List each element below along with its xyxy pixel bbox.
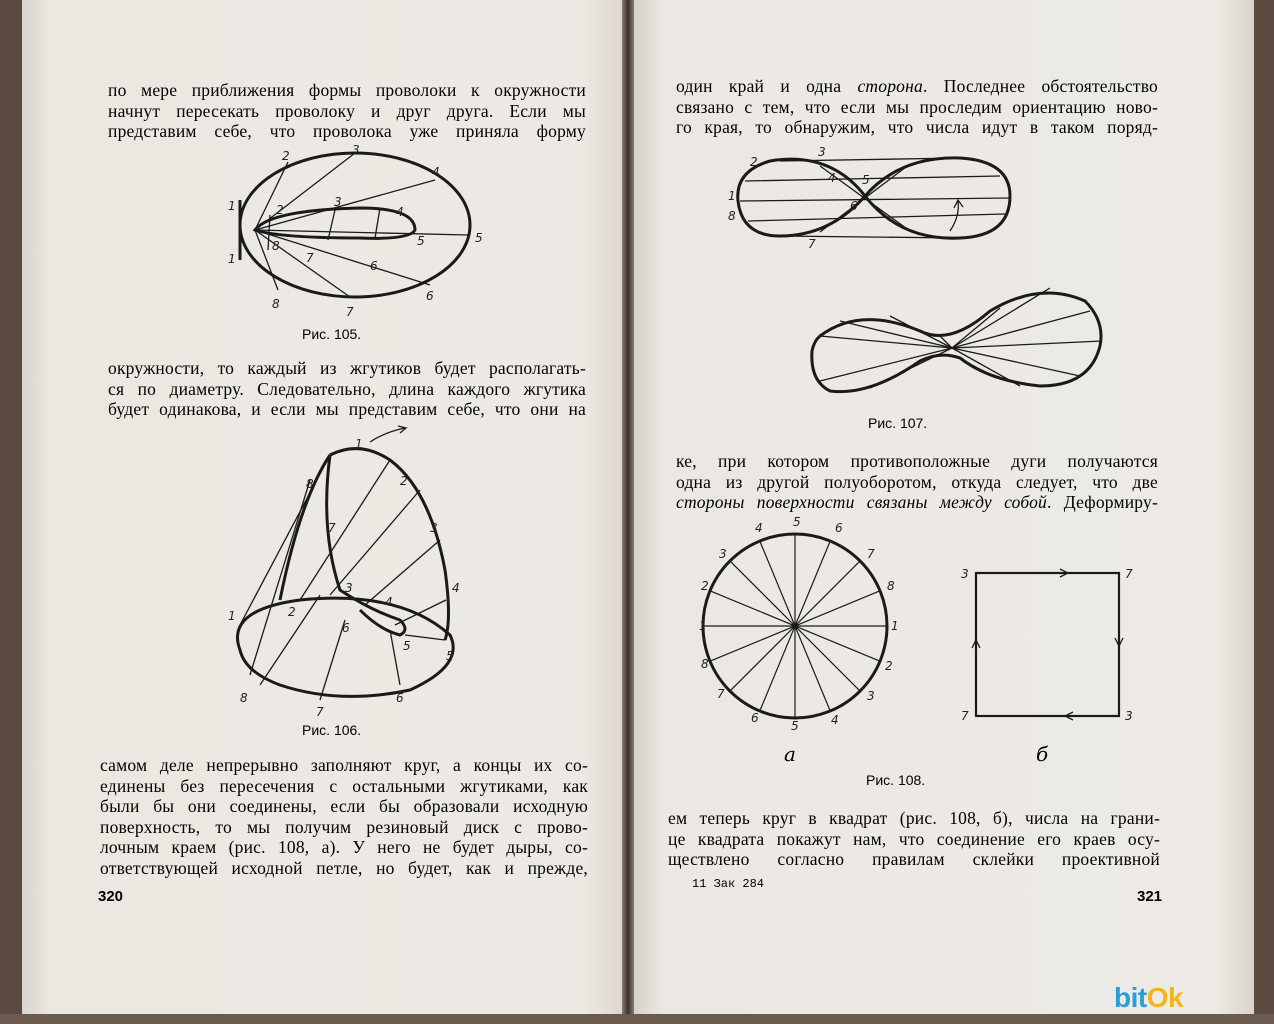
- table-edge: [0, 1014, 1274, 1024]
- fig106-label: 6: [342, 621, 350, 635]
- logo-part: Ok: [1146, 982, 1184, 1013]
- text-line: лочным краем (рис. 108, а). У него не будет дыры, со-: [100, 837, 588, 857]
- fig105-label: 4: [396, 205, 404, 219]
- fig108-label: 3: [867, 689, 875, 703]
- text-line: окружности, то каждый из жгутиков будет располагать-: [108, 358, 586, 378]
- fig108-label: 4: [755, 521, 763, 535]
- fig108-caption: Рис. 108.: [866, 772, 926, 788]
- left-paragraph-3: [100, 755, 588, 878]
- fig106-caption: Рис. 106.: [302, 722, 362, 738]
- fig108-sub-b: б: [1036, 742, 1049, 766]
- text-segment: . Деформиру-: [1047, 492, 1158, 512]
- fig108b-label: 3: [961, 567, 969, 581]
- text-line: по мере приближения формы проволоки к окружности: [108, 80, 586, 100]
- right-paragraph-2: [676, 451, 1158, 513]
- text-segment: один край и одна: [676, 76, 858, 96]
- fig108-label: 6: [751, 711, 759, 725]
- fig106-label: 1: [355, 437, 363, 451]
- figure-105: [210, 140, 510, 320]
- text-line: поверхность, то мы получим резиновый диск с прово-: [100, 816, 588, 837]
- fig108b-label: 7: [1125, 567, 1133, 581]
- text-line: ем теперь круг в квадрат (рис. 108, б), числа на грани-: [668, 808, 1160, 828]
- fig106-label: 2: [288, 605, 296, 619]
- fig105-label: 2: [276, 203, 284, 217]
- watermark-logo: [1114, 982, 1183, 1014]
- fig107-label: 6: [850, 199, 858, 213]
- fig106-label: 2: [400, 474, 408, 488]
- text-line: самом деле непрерывно заполняют круг, а концы их со-: [100, 755, 588, 775]
- fig108-label: 1: [891, 619, 899, 633]
- left-paragraph-1: [108, 80, 586, 142]
- fig105-label: 7: [306, 251, 314, 265]
- fig108-sub-a: а: [784, 742, 796, 766]
- fig107-label: 3: [818, 145, 826, 159]
- fig107-label: 7: [808, 237, 816, 251]
- fig105-label: 1: [228, 252, 236, 266]
- fig105-label: 7: [346, 305, 354, 319]
- fig107-label: 5: [862, 173, 870, 187]
- page-number-right: 321: [1137, 888, 1163, 905]
- fig105-label: 3: [352, 143, 360, 157]
- figure-107: [720, 136, 1120, 426]
- fig106-label: 3: [345, 581, 353, 595]
- text-line: [676, 76, 1158, 97]
- fig108-label: 5: [791, 719, 799, 733]
- fig108b-label: 3: [1125, 709, 1133, 723]
- fig108-label: 8: [887, 579, 895, 593]
- page-number-left: 320: [98, 888, 124, 905]
- fig108-label: 7: [717, 687, 725, 701]
- fig105-label: 4: [432, 165, 440, 179]
- fig108-label: 2: [701, 579, 709, 593]
- fig105-label: 6: [370, 259, 378, 273]
- text-line: были бы они соединены, если бы образовали исходную: [100, 796, 588, 816]
- fig108-label: 5: [793, 516, 801, 529]
- fig106-label: 7: [328, 521, 336, 535]
- left-paragraph-2: [108, 358, 586, 420]
- fig108-label: 7: [867, 547, 875, 561]
- logo-part: bit: [1114, 982, 1147, 1013]
- right-paragraph-3: [668, 808, 1160, 870]
- text-segment: . Последнее обстоятельство: [922, 76, 1159, 96]
- text-line: связано с тем, что если мы проследим ориентацию ново-: [676, 96, 1158, 117]
- text-line: це квадрата покажут нам, что соединение его краев осу-: [668, 828, 1160, 849]
- fig105-label: 8: [272, 297, 280, 311]
- text-line: единены без пересечения с остальными жгутиками, как: [100, 775, 588, 796]
- figure-106: [220, 420, 470, 720]
- fig106-label: 4: [452, 581, 460, 595]
- fig106-label: 1: [228, 609, 236, 623]
- fig108-label: 8: [701, 657, 709, 671]
- fig105-label: 2: [282, 149, 290, 163]
- fig108-label: 6: [835, 521, 843, 535]
- text-line: го края, то обнаружим, что числа идут в таком поряд-: [676, 117, 1158, 137]
- fig106-label: 4: [385, 595, 393, 609]
- fig108-label: 4: [831, 713, 839, 727]
- fig105-label: 6: [426, 289, 434, 303]
- italic-word: сторона: [857, 76, 923, 96]
- fig106-label: 7: [316, 705, 324, 719]
- fig106-label: 6: [396, 691, 404, 705]
- fig106-label: 5: [403, 639, 411, 653]
- fig108b-label: 7: [961, 709, 969, 723]
- figure-108a-circle: [695, 516, 905, 736]
- fig105-label: 3: [334, 195, 342, 209]
- fig106-label: 5: [446, 649, 454, 663]
- fig105-label: 8: [272, 239, 280, 253]
- text-line: ществлено согласно правилам склейки проективной: [668, 849, 1160, 869]
- printer-note: 11 Зак 284: [692, 877, 765, 891]
- fig106-label: 3: [430, 521, 438, 535]
- text-line: представим себе, что проволока уже приняла форму: [108, 121, 586, 141]
- fig108-label: 1: [699, 619, 707, 633]
- text-line: одна из другой полуоборотом, откуда следует, что две: [676, 471, 1158, 492]
- fig105-label: 5: [417, 234, 425, 248]
- fig107-caption: Рис. 107.: [868, 415, 928, 431]
- text-line: [676, 492, 1158, 513]
- fig105-label: 5: [475, 231, 483, 245]
- fig107-label: 2: [750, 155, 758, 169]
- fig105-caption: Рис. 105.: [302, 326, 362, 342]
- italic-phrase: стороны поверхности связаны между собой: [676, 492, 1047, 512]
- figure-108b-square: [955, 560, 1145, 730]
- fig107-label: 1: [728, 189, 736, 203]
- right-paragraph-1: [676, 76, 1158, 138]
- text-line: начнут пересекать проволоку и друг друга. Если мы: [108, 100, 586, 121]
- fig107-label: 8: [728, 209, 736, 223]
- fig107-label: 4: [828, 171, 836, 185]
- fig105-label: 1: [228, 199, 236, 213]
- text-line: ке, при котором противоположные дуги получаются: [676, 451, 1158, 471]
- text-line: будет одинакова, и если мы представим себе, что они на: [108, 399, 586, 419]
- fig108-label: 3: [719, 547, 727, 561]
- fig106-label: 8: [306, 477, 314, 491]
- fig106-label: 8: [240, 691, 248, 705]
- fig108-label: 2: [885, 659, 893, 673]
- text-line: ся по диаметру. Следовательно, длина каждого жгутика: [108, 378, 586, 399]
- text-line: ответствующей исходной петле, но будет, как и прежде,: [100, 857, 588, 878]
- book-gutter: [622, 0, 634, 1024]
